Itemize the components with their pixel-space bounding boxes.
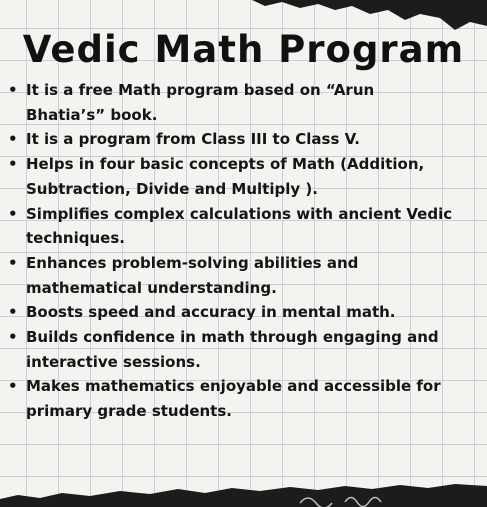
list-item-text: Enhances problem-solving abilities and — [26, 253, 359, 272]
bullet-icon: • — [8, 328, 18, 347]
bullet-icon: • — [8, 253, 18, 272]
list-item-text: Makes mathematics enjoyable and accessible for — [26, 377, 441, 396]
list-item-text: Helps in four basic concepts of Math (Addition, — [26, 155, 425, 174]
list-item-continuation — [8, 177, 480, 202]
list-item-continuation — [8, 350, 480, 375]
list-item-text: Simplifies complex calculations with ancient Vedic — [26, 204, 453, 223]
torn-paper-edge-bottom — [0, 477, 487, 507]
list-item — [8, 300, 480, 325]
list-item — [8, 251, 480, 276]
list-item — [8, 127, 480, 152]
list-item-text: interactive sessions. — [26, 352, 201, 371]
list-item — [8, 152, 480, 177]
bullet-icon: • — [8, 155, 18, 174]
list-item-text: techniques. — [26, 229, 125, 248]
list-item — [8, 325, 480, 350]
list-item-text: Bhatia’s” book. — [26, 105, 158, 124]
list-item-text: mathematical understanding. — [26, 278, 277, 297]
bullet-icon: • — [8, 81, 18, 99]
list-item — [8, 78, 480, 103]
list-item-continuation — [8, 103, 480, 128]
list-item-text: primary grade students. — [26, 402, 232, 421]
list-item-text: Subtraction, Divide and Multiply ). — [26, 179, 318, 198]
page-title: Vedic Math Program — [22, 28, 465, 71]
list-item — [8, 374, 480, 399]
bullet-icon: • — [8, 303, 18, 322]
list-item-text: It is a free Math program based on “Arun — [26, 81, 375, 99]
list-item-continuation — [8, 226, 480, 251]
bullet-icon: • — [8, 204, 18, 223]
bullet-list — [8, 78, 480, 424]
list-item-text: Boosts speed and accuracy in mental math. — [26, 303, 396, 322]
list-item-continuation — [8, 399, 480, 424]
bullet-icon: • — [8, 130, 18, 149]
list-item-continuation — [8, 276, 480, 301]
bullet-icon: • — [8, 377, 18, 396]
list-item-text: Builds confidence in math through engaging and — [26, 328, 439, 347]
list-item — [8, 202, 480, 227]
list-item-text: It is a program from Class III to Class V. — [26, 130, 360, 149]
